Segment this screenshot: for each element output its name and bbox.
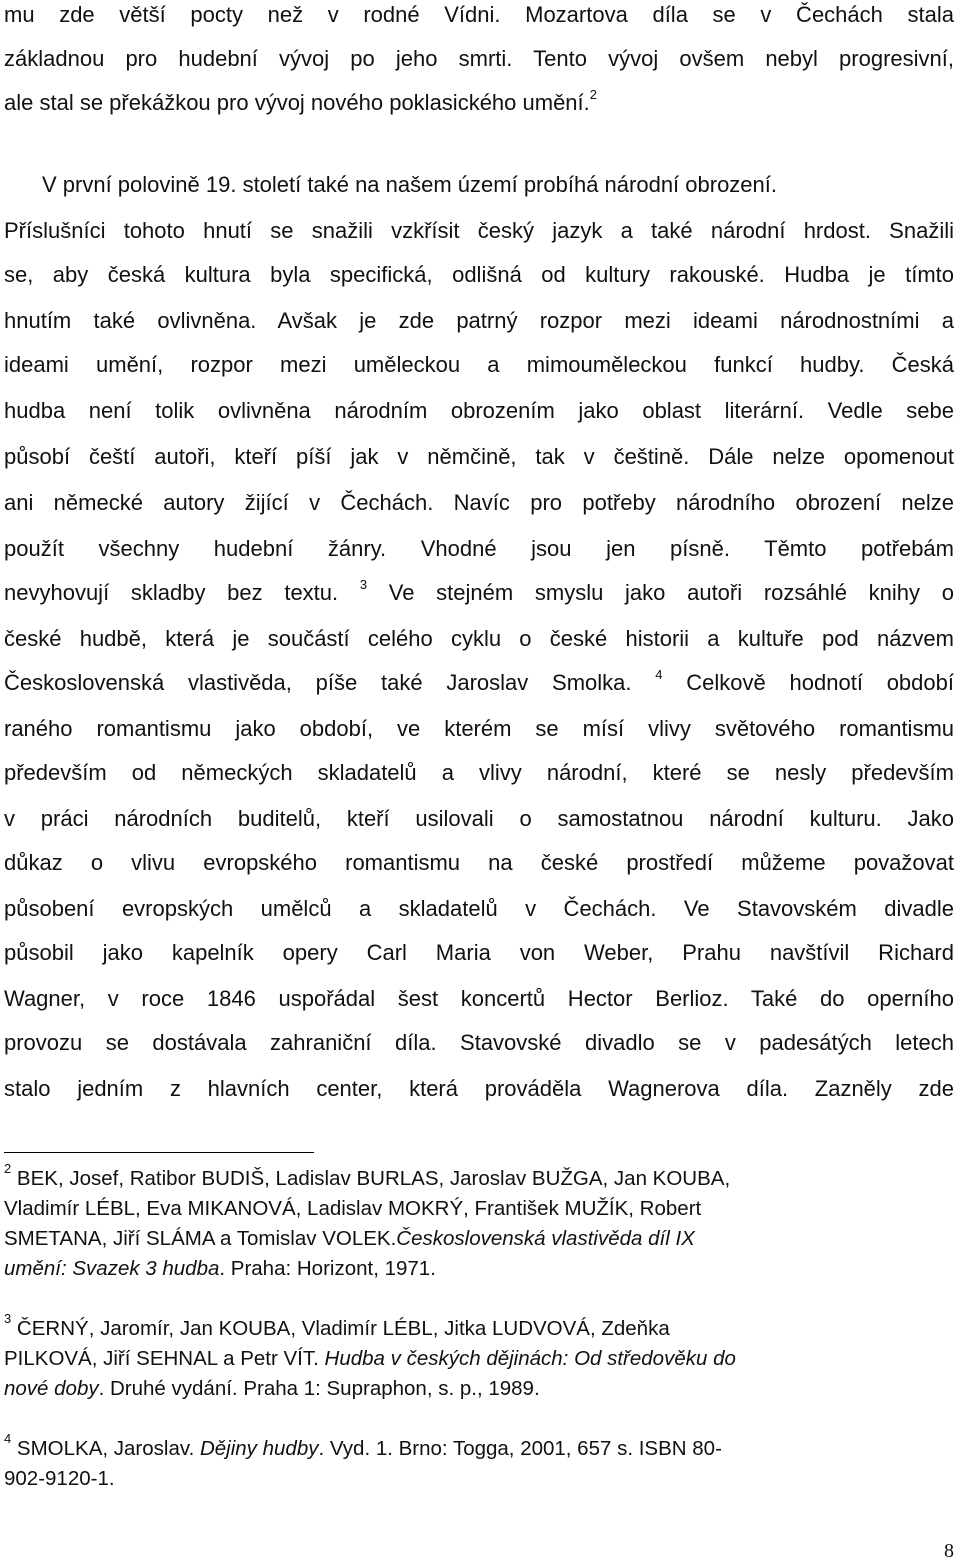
body-line <box>4 352 954 378</box>
body-line <box>4 1030 954 1056</box>
footnote-title: Hudba v českých dějinách: Od středověku do <box>324 1347 736 1370</box>
body-text-segment: ideami umění, rozpor mezi uměleckou a mimouměleckou funkcí hudby. Česká <box>4 352 954 377</box>
body-text-segment: základnou pro hudební vývoj po jeho smrti. Tento vývoj ovšem nebyl progresivní, <box>4 46 954 71</box>
footnote-text: . Vyd. 1. Brno: Togga, 2001, 657 s. ISBN 80- <box>318 1437 722 1460</box>
footnote-text: . Druhé vydání. Praha 1: Supraphon, s. p., 1989. <box>98 1377 540 1400</box>
footnote-text: SMOLKA, Jaroslav. <box>11 1437 200 1460</box>
footnote-text: ČERNÝ, Jaromír, Jan KOUBA, Vladimír LÉBL, Jitka LUDVOVÁ, Zdeňka <box>11 1317 670 1340</box>
footnote-line <box>4 1224 944 1254</box>
body-line <box>4 986 954 1012</box>
body-text-segment: raného romantismu jako období, ve kterém se mísí vlivy světového romantismu <box>4 716 954 741</box>
body-line <box>4 490 954 516</box>
footnote-text: SMETANA, Jiří SLÁMA a Tomislav VOLEK. <box>4 1227 397 1250</box>
footnote-marker[interactable]: 2 <box>589 86 598 102</box>
body-text-segment: Celkově hodnotí období <box>686 670 954 695</box>
body-text-segment: V první polovině 19. století také na našem území probíhá národní obrození. <box>42 172 778 197</box>
body-line <box>4 806 954 832</box>
body-text-segment: ale stal se překážkou pro vývoj nového poklasického umění. <box>4 90 590 115</box>
body-text-segment: se, aby česká kultura byla specifická, odlišná od kultury rakouské. Hudba je tímto <box>4 262 954 287</box>
body-text-segment: Československá vlastivěda, píše také Jaroslav Smolka. <box>4 670 632 695</box>
body-text-segment: stalo jedním z hlavních center, která prováděla Wagnerova díla. Zazněly zde <box>4 1076 954 1101</box>
body-text-segment: nevyhovují skladby bez textu. <box>4 580 339 605</box>
body-line <box>4 1076 954 1102</box>
body-line <box>4 716 954 742</box>
body-text-segment: české hudbě, která je součástí celého cyklu o české historii a kultuře pod názvem <box>4 626 954 651</box>
footnote <box>4 1161 944 1284</box>
footnote-line <box>4 1374 944 1404</box>
footnote-number: 4 <box>4 1431 12 1447</box>
footnote <box>4 1311 944 1404</box>
body-line <box>4 172 954 198</box>
footnote-number: 2 <box>4 1161 12 1177</box>
footnote-number: 3 <box>4 1311 12 1327</box>
footnote-line <box>4 1254 944 1284</box>
footnote-marker[interactable]: 4 <box>655 666 663 682</box>
body-text-segment: hudba není tolik ovlivněna národním obrozením jako oblast literární. Vedle sebe <box>4 398 954 423</box>
body-text-segment: působí čeští autoři, kteří píší jak v němčině, tak v češtině. Dále nelze opomenout <box>4 444 954 469</box>
body-text-segment: působení evropských umělců a skladatelů v Čechách. Ve Stavovském divadle <box>4 896 954 921</box>
body-line <box>4 398 954 424</box>
body-line <box>4 626 954 652</box>
body-text-segment: v práci národních buditelů, kteří usilovali o samostatnou národní kulturu. Jako <box>4 806 954 831</box>
body-line <box>4 666 954 696</box>
body-line <box>4 308 954 334</box>
body-line <box>4 896 954 922</box>
body-line <box>4 2 954 28</box>
body-line <box>4 46 954 72</box>
body-line <box>4 444 954 470</box>
footnote-line <box>4 1194 944 1224</box>
footnote-title: nové doby <box>4 1377 99 1400</box>
body-line <box>4 576 954 606</box>
footnote-text: PILKOVÁ, Jiří SEHNAL a Petr VÍT. <box>4 1347 325 1370</box>
body-text-segment: Wagner, v roce 1846 uspořádal šest koncertů Hector Berlioz. Také do operního <box>4 986 954 1011</box>
body-text-segment: důkaz o vlivu evropského romantismu na české prostředí můžeme považovat <box>4 850 954 875</box>
body-text-segment: Příslušníci tohoto hnutí se snažili vzkřísit český jazyk a také národní hrdost. Snažili <box>4 218 954 243</box>
footnote-marker[interactable]: 3 <box>359 576 368 592</box>
body-text-segment: provozu se dostávala zahraniční díla. Stavovské divadlo se v padesátých letech <box>4 1030 954 1055</box>
body-line <box>4 940 954 966</box>
body-text-segment: mu zde větší pocty než v rodné Vídni. Mozartova díla se v Čechách stala <box>4 2 954 27</box>
body-text-segment: především od německých skladatelů a vlivy národní, které se nesly především <box>4 760 954 785</box>
body-line <box>4 86 954 116</box>
footnote-title: Československá vlastivěda díl IX <box>396 1227 695 1250</box>
footnote-text: Vladimír LÉBL, Eva MIKANOVÁ, Ladislav MOKRÝ, František MUŽÍK, Robert <box>4 1197 702 1220</box>
page-number: 8 <box>944 1540 954 1562</box>
body-line <box>4 536 954 562</box>
body-text-segment: použít všechny hudební žánry. Vhodné jsou jen písně. Těmto potřebám <box>4 536 954 561</box>
footnote-line <box>4 1431 944 1464</box>
footnote-text: BEK, Josef, Ratibor BUDIŠ, Ladislav BURLAS, Jaroslav BUŽGA, Jan KOUBA, <box>11 1167 731 1190</box>
footnote-line <box>4 1311 944 1344</box>
footnote-line <box>4 1344 944 1374</box>
body-text-segment: hnutím také ovlivněna. Avšak je zde patrný rozpor mezi ideami národnostními a <box>4 308 954 333</box>
body-line <box>4 850 954 876</box>
body-line <box>4 760 954 786</box>
body-text-segment: Ve stejném smyslu jako autoři rozsáhlé knihy o <box>388 580 954 605</box>
body-line <box>4 262 954 288</box>
body-line <box>4 218 954 244</box>
footnote-text: 902-9120-1. <box>4 1467 115 1490</box>
footnote <box>4 1431 944 1494</box>
footnote-title: umění: Svazek 3 hudba <box>4 1257 220 1280</box>
footnote-line <box>4 1161 944 1194</box>
footnote-text: . Praha: Horizont, 1971. <box>219 1257 436 1280</box>
body-text-segment: působil jako kapelník opery Carl Maria von Weber, Prahu navštívil Richard <box>4 940 954 965</box>
footnote-separator <box>4 1152 314 1153</box>
footnote-line <box>4 1464 944 1494</box>
footnote-title: Dějiny hudby <box>199 1437 319 1460</box>
body-text-segment: ani německé autory žijící v Čechách. Navíc pro potřeby národního obrození nelze <box>4 490 954 515</box>
